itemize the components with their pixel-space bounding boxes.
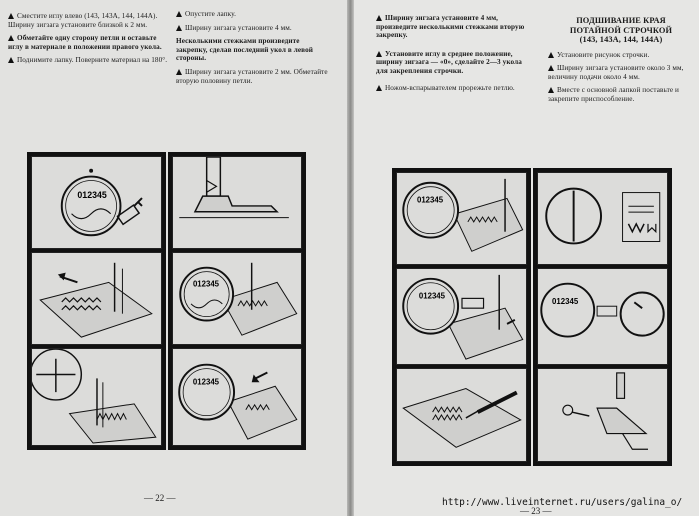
triangle-bullet-icon [548, 65, 554, 71]
title-line: (143, 143А, 144, 144А) [579, 35, 663, 44]
instruction-text: Ножом-вспарывателем прорежьте петлю. [385, 83, 515, 92]
instruction-text: Ширину зигзага установите 2 мм. Обметайте вторую половину петли. [176, 67, 328, 85]
illustration-dial-lever [31, 156, 162, 249]
dial-label: 012345 [552, 297, 579, 307]
section-title [548, 16, 694, 45]
triangle-bullet-icon [548, 87, 554, 93]
instruction-text: Несколькими стежками произведите закрепку, сделав последний укол в левой стороны. [176, 37, 314, 63]
title-line: ПОДШИВАНИЕ КРАЯ [576, 16, 666, 25]
book-gutter [347, 0, 354, 516]
right-col2-text [548, 16, 694, 108]
triangle-bullet-icon [8, 57, 14, 63]
instruction-text: Вместе с основной лапкой поставьте и закрепите приспособление. [548, 86, 679, 103]
dial-label: 012345 [192, 377, 220, 387]
triangle-bullet-icon [376, 85, 382, 91]
instruction-text: Ширину зигзага установите 4 мм. [185, 23, 292, 32]
triangle-bullet-icon [176, 69, 182, 75]
triangle-bullet-icon [376, 15, 382, 21]
illustration-dial-lever-2 [396, 268, 527, 365]
illustration-dial-fabric-1 [172, 252, 302, 345]
triangle-bullet-icon [176, 11, 182, 17]
instruction-text: Установите рисунок строчки. [557, 50, 650, 59]
instruction-text: Опустите лапку. [185, 10, 237, 18]
illustration-seam-ripper [396, 368, 527, 462]
instruction-text: Установите иглу в среднее положение, ширину зигзага — «0», сделайте 2—3 укола для закрепления строчки. [376, 49, 522, 75]
illustration-dial-fabric-2 [172, 348, 302, 446]
instruction-text: Ширину зигзага установите 4 мм, произведите несколькими стежками вторую закрепку. [376, 14, 525, 40]
illustration-presser-foot [172, 156, 302, 249]
right-col1-text [376, 14, 532, 97]
instruction-text: Обметайте одну сторону петли и оставьте иглу в материале в положении правого укола. [8, 34, 162, 51]
triangle-bullet-icon [176, 25, 182, 31]
illustration-fabric-stitch [31, 252, 162, 345]
illustration-stitch-selector [537, 172, 668, 265]
instruction-text: Поднимите лапку. Поверните материал на 180°. [17, 56, 168, 65]
triangle-bullet-icon [8, 35, 14, 41]
source-url[interactable]: http://www.liveinternet.ru/users/galina_o/ [442, 497, 683, 508]
dial-label: 012345 [192, 279, 220, 289]
title-line: ПОТАЙНОЙ СТРОЧКОЙ [569, 25, 673, 35]
dial-label: 012345 [77, 190, 107, 201]
instruction-text: Ширину зигзага установите около 3 мм, величину подачи около 4 мм. [548, 64, 684, 81]
instruction-text: Сместите иглу влево (143, 143А, 144, 144А). Ширину зигзага установите близкой к 2 мм. [8, 12, 158, 29]
triangle-bullet-icon [548, 52, 554, 58]
page-number-left: — 22 — [144, 493, 176, 503]
page-number-right: — 23 — [520, 506, 552, 516]
triangle-bullet-icon [8, 13, 14, 19]
illustration-hemming-attachment [537, 368, 668, 462]
triangle-bullet-icon [376, 51, 382, 57]
left-col1-text [8, 12, 168, 70]
dial-label: 012345 [418, 291, 446, 301]
left-col2-text [176, 10, 328, 90]
illustration-dial-fabric-3 [396, 172, 527, 265]
illustration-dial-pair [537, 268, 668, 365]
illustration-presser-zoom [31, 348, 162, 446]
dial-label: 012345 [416, 195, 444, 205]
